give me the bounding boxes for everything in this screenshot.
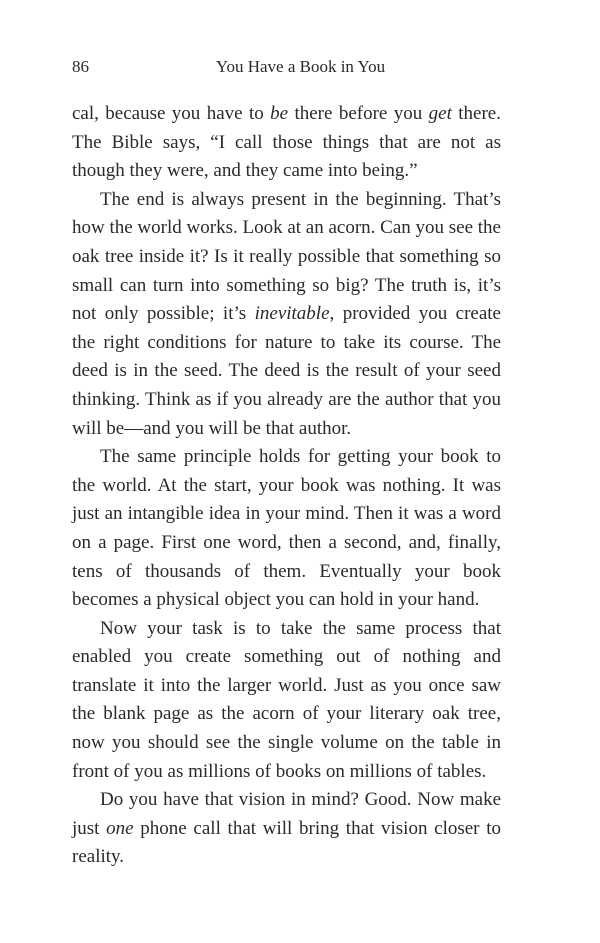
italic-text-segment: be	[270, 103, 289, 124]
text-segment: there before you	[288, 103, 429, 124]
text-segment: The end is always present in the beginning. That’s how the world works. Look at an acorn. Can you see the oak tree inside it? Is it really possible that something so small can turn into something so big? The truth is, it’s not only possible; it’s	[72, 188, 501, 325]
italic-text-segment: get	[428, 103, 452, 124]
body-paragraph	[72, 615, 501, 787]
page-number: 86	[72, 57, 89, 76]
running-title: You Have a Book in You	[215, 57, 386, 76]
text-segment: cal, because you have to	[72, 103, 271, 124]
italic-text-segment: one	[106, 817, 134, 839]
body-paragraph	[72, 100, 501, 186]
text-segment: phone call that will bring that vision closer to reality.	[72, 817, 501, 868]
italic-text-segment: inevitable	[254, 303, 330, 325]
body-text	[72, 100, 501, 872]
text-segment: there. The Bible says, “I call those things that are not as though they were, and they came into being.”	[72, 103, 501, 182]
text-segment: , provided you create the right conditions for nature to take its course. The deed is in the seed. The deed is the result of your seed thinking. Think as if you already are the author that you will be—and you will be that author.	[72, 303, 501, 439]
page-header	[72, 54, 501, 80]
text-segment: Now your task is to take the same process that enabled you create something out of nothing and translate it into the larger world. Just as you once saw the blank page as the acorn of your literary oak tree, now you should see the single volume on the table in front of you as millions of books on millions of tables.	[72, 617, 501, 782]
text-segment: Do you have that vision in mind? Good. Now make just	[72, 789, 501, 839]
body-paragraph	[72, 443, 501, 615]
text-segment: The same principle holds for getting your book to the world. At the start, your book was nothing. It was just an intangible idea in your mind. Then it was a word on a page. First one word, then a second, and, finally, tens of thousands of them. Eventually your book becomes a physical object you can hold in your hand.	[72, 446, 501, 611]
body-paragraph	[72, 786, 501, 872]
body-paragraph	[72, 186, 501, 443]
book-page	[72, 0, 501, 943]
